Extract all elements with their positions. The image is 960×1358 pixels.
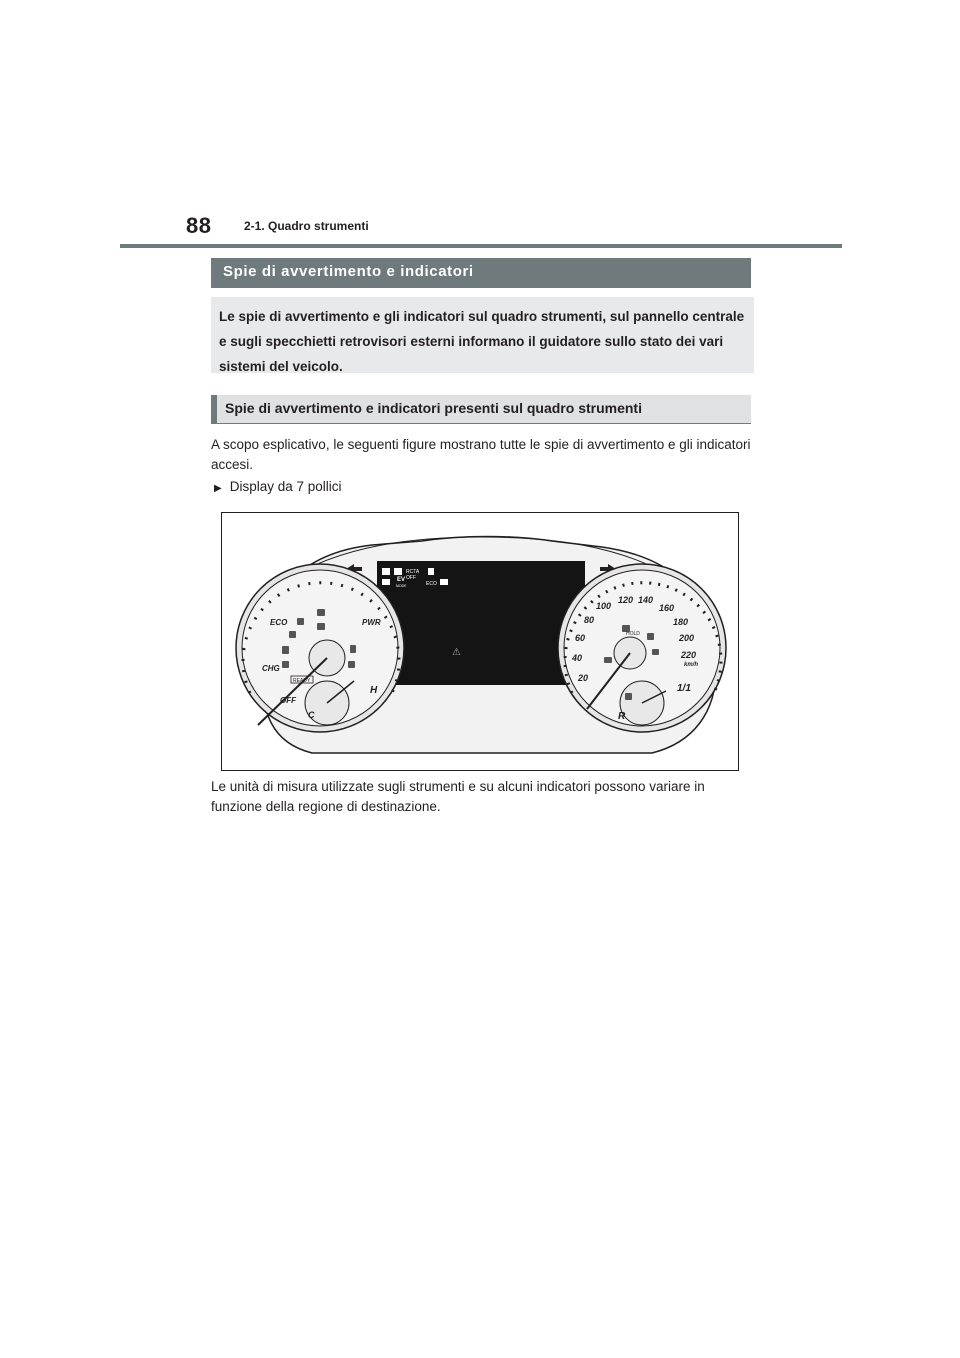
- gauge-label-pwr: PWR: [362, 618, 381, 627]
- bullet-display-size: [214, 477, 342, 499]
- gauge-label-c: C: [308, 710, 315, 720]
- display-icon: [382, 579, 390, 585]
- display-icon: [440, 579, 448, 585]
- header-rule: [120, 244, 842, 248]
- display-icon: [382, 568, 390, 575]
- speed-label-20: 20: [578, 673, 589, 683]
- paragraph-units-note: Le unità di misura utilizzate sugli strumenti e su alcuni indicatori possono variare in funzione della regione di destinazione.: [211, 779, 705, 814]
- gauge-label-chg: CHG: [262, 664, 280, 673]
- speed-unit-label: km/h: [684, 662, 699, 668]
- speed-label-220: 220: [681, 650, 697, 660]
- gauge-label-eco: ECO: [270, 618, 288, 627]
- display-road-icon: ⚠: [452, 647, 461, 658]
- gauge-label-off: OFF: [280, 696, 296, 705]
- display-label-off: OFF: [406, 575, 416, 581]
- display-label-ev: EV: [397, 577, 406, 583]
- display-label-eco: ECO: [426, 581, 437, 587]
- bullet-arrow-icon: ▶: [214, 483, 222, 494]
- speed-label-60: 60: [575, 633, 586, 643]
- speed-label-200: 200: [679, 633, 695, 643]
- hold-indicator-label: HOLD: [626, 631, 640, 637]
- ready-indicator-label: READY: [293, 678, 311, 684]
- speed-label-80: 80: [584, 615, 595, 625]
- fuel-label-1-1: 1/1: [677, 683, 691, 694]
- section-title: Spie di avvertimento e indicatori: [211, 258, 751, 288]
- gauge-label-h: H: [370, 685, 378, 696]
- speed-label-160: 160: [659, 603, 675, 613]
- bullet-text: Display da 7 pollici: [229, 479, 342, 494]
- speed-label-140: 140: [638, 595, 654, 605]
- display-label-mode: MODE: [396, 584, 407, 588]
- instrument-cluster-figure: [221, 512, 739, 771]
- subheading: Spie di avvertimento e indicatori presenti sul quadro strumenti: [211, 395, 751, 424]
- display-icon: [428, 568, 434, 575]
- display-label-rcta: RCTA: [406, 569, 420, 575]
- speed-label-40: 40: [572, 653, 583, 663]
- intro-box: Le spie di avvertimento e gli indicatori sul quadro strumenti, sul pannello centrale e sugli specchietti retrovisori esterni informano il guidatore sullo stato dei vari sistemi del veicolo.: [211, 297, 754, 373]
- page-number: 88: [186, 213, 212, 238]
- section-label: 2-1. Quadro strumenti: [244, 219, 369, 233]
- speed-label-120: 120: [618, 595, 634, 605]
- speed-label-100: 100: [596, 601, 612, 611]
- power-meter-gauge: [236, 564, 404, 732]
- display-icon: [394, 568, 402, 575]
- instrument-cluster-illustration: [222, 513, 740, 772]
- fuel-label-r: R: [618, 711, 626, 722]
- paragraph-explanation: A scopo esplicativo, le seguenti figure mostrano tutte le spie di avvertimento e gli indicatori accesi.: [211, 437, 751, 472]
- speed-label-180: 180: [673, 617, 689, 627]
- speedometer-gauge: [558, 564, 726, 732]
